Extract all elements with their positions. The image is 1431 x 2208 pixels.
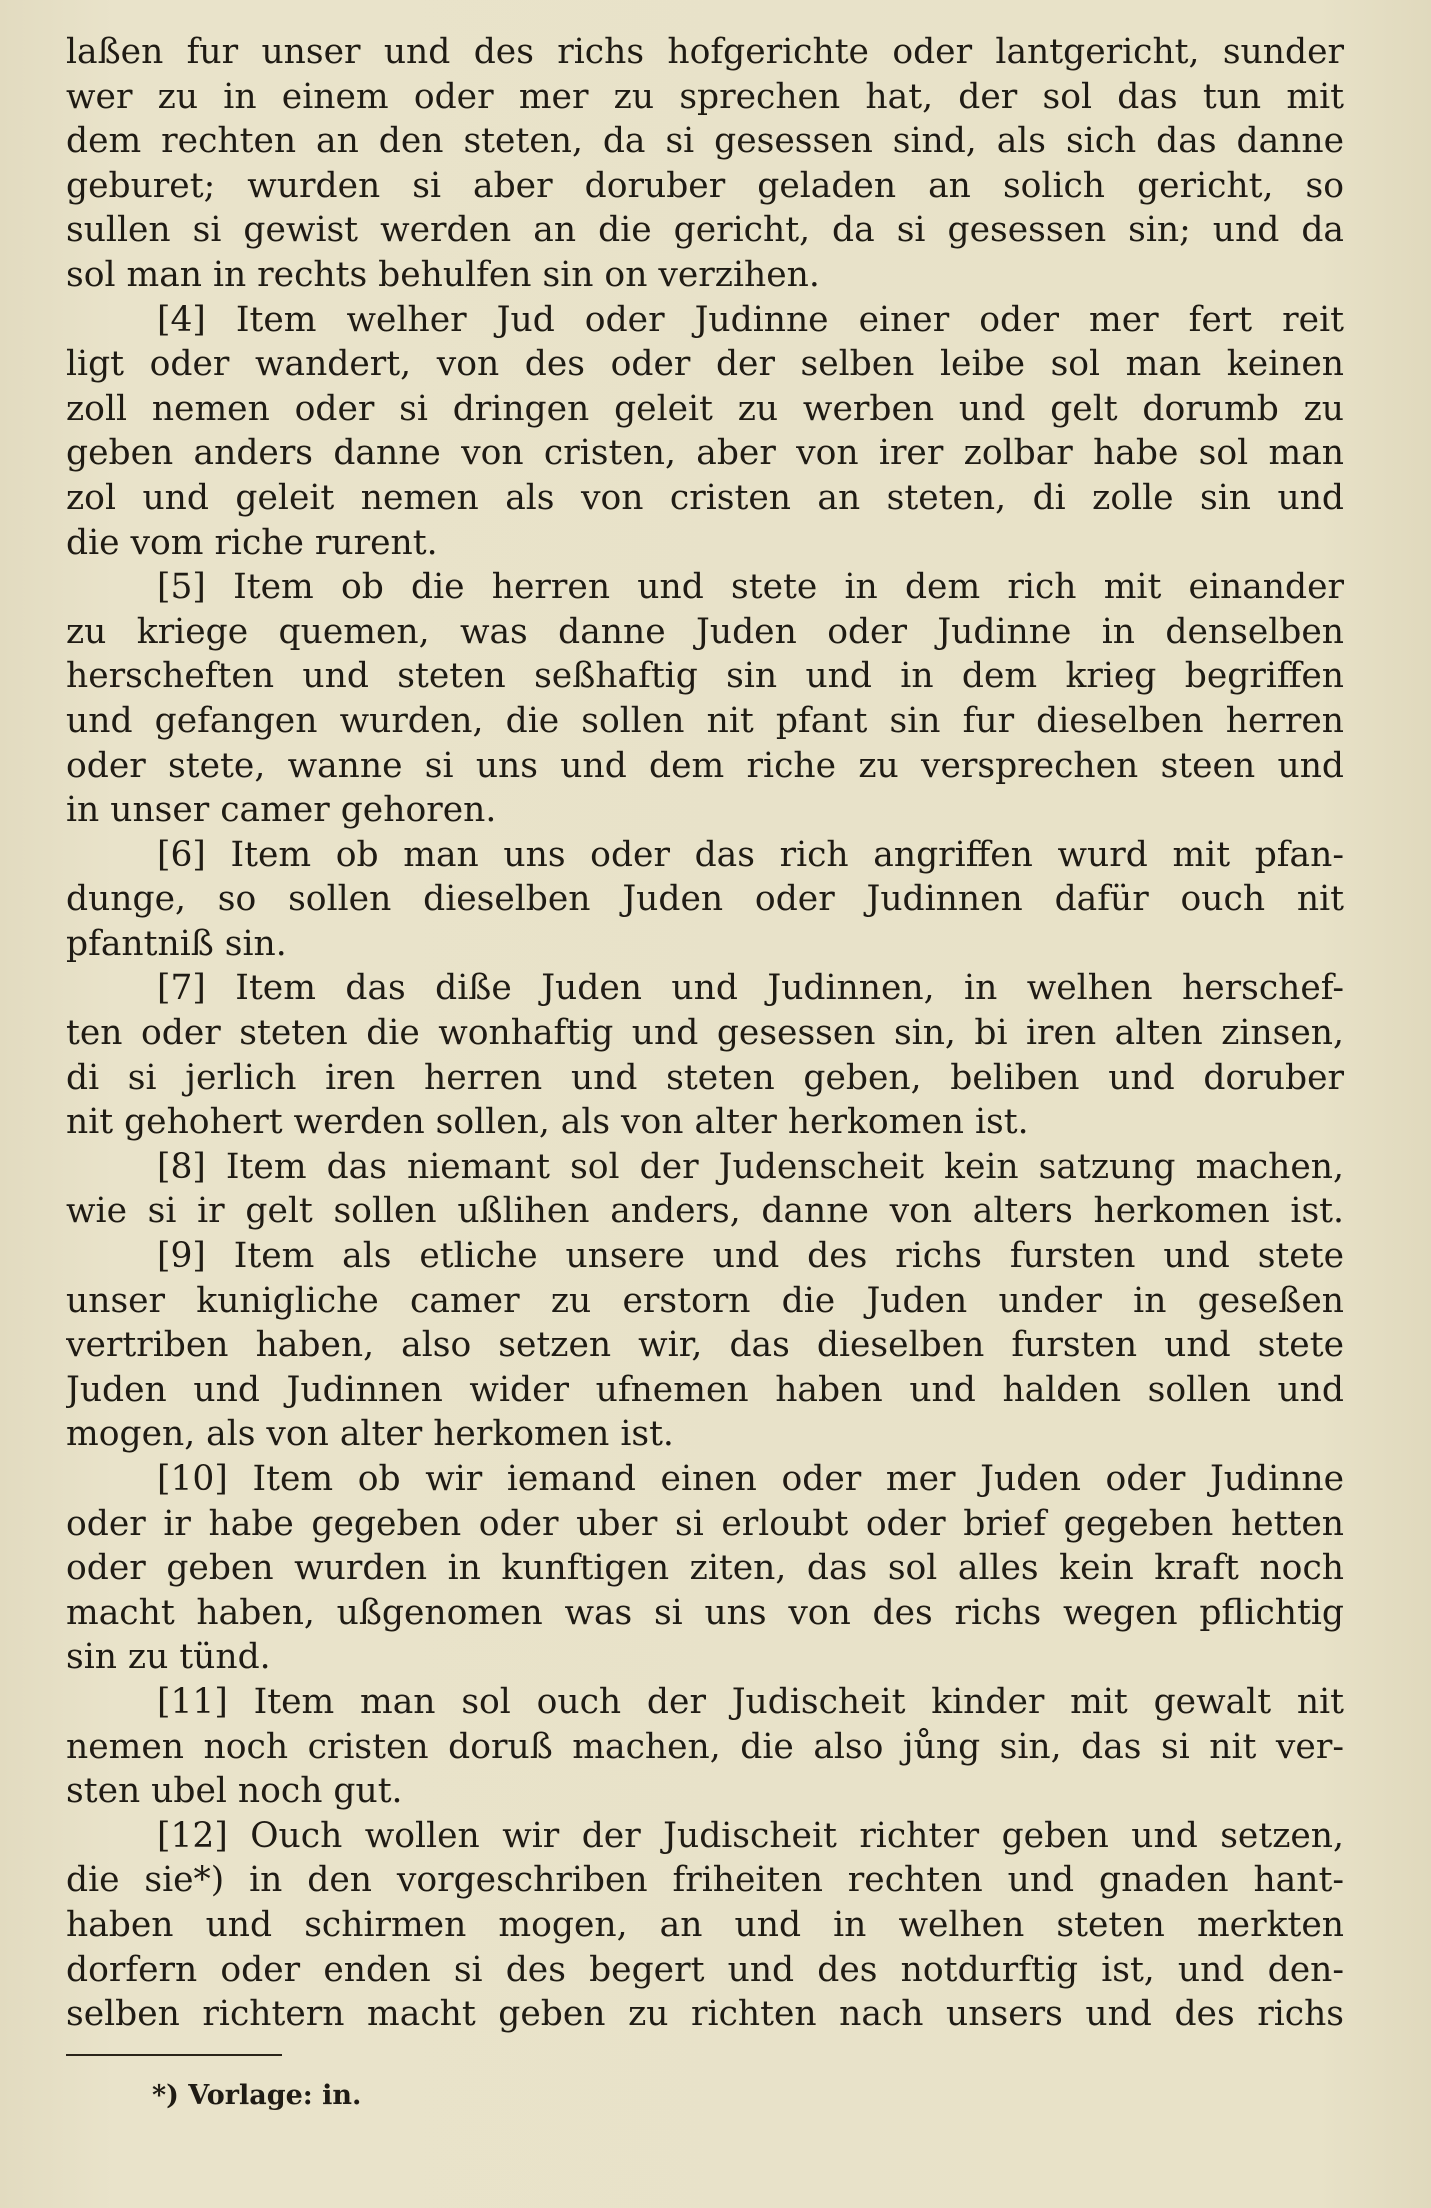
text-line: laßen fur unser und des richs hofgerichte oder lantgericht, sunder (66, 32, 1344, 72)
text-line: die vom riche rurent. (66, 522, 438, 563)
text-line: wie si ir gelt sollen ußlihen anders, danne von alters herkomen ist. (66, 1191, 1344, 1232)
text-line: wer zu in einem oder mer zu sprechen hat, der sol das tun mit (66, 76, 1344, 117)
text-line: haben und schirmen mogen, an und in welhen steten merkten (66, 1904, 1344, 1945)
text-line: und gefangen wurden, die sollen nit pfant sin fur dieselben herren (66, 700, 1344, 741)
paragraph-12-first-line: [12] Ouch wollen wir der Judischeit richter geben und setzen, (157, 1815, 1344, 1856)
paragraph-9-first-line: [9] Item als etliche unsere und des richs fursten und stete (157, 1236, 1344, 1277)
text-line: sin zu tünd. (66, 1637, 271, 1678)
body-text (66, 30, 1344, 2037)
text-line: Juden und Judinnen wider ufnemen haben und halden sollen und (66, 1369, 1344, 1410)
text-line: zu kriege quemen, was danne Juden oder Judinne in denselben (66, 611, 1344, 652)
text-line: macht haben, ußgenomen was si uns von des richs wegen pflichtig (66, 1592, 1344, 1633)
text-line: geburet; wurden si aber doruber geladen an solich gericht, so (66, 165, 1344, 206)
text-line: zoll nemen oder si dringen geleit zu werben und gelt dorumb zu (66, 388, 1344, 429)
text-line: nemen noch cristen doruß machen, die also jůng sin, das si nit ver- (66, 1726, 1344, 1767)
text-line: geben anders danne von cristen, aber von irer zolbar habe sol man (66, 433, 1344, 474)
text-line: di si jerlich iren herren und steten geben, beliben und doruber (66, 1057, 1344, 1098)
text-line: oder stete, wanne si uns und dem riche zu versprechen steen und (66, 745, 1344, 786)
text-line: dem rechten an den steten, da si gesessen sind, als sich das danne (66, 121, 1344, 162)
text-line: pfantniß sin. (66, 923, 287, 964)
text-line: sten ubel noch gut. (66, 1771, 403, 1812)
text-line: die sie*) in den vorgeschriben friheiten rechten und gnaden hant- (66, 1860, 1344, 1901)
paragraph-10-first-line: [10] Item ob wir iemand einen oder mer Juden oder Judinne (157, 1459, 1344, 1499)
paragraph-4-first-line: [4] Item welher Jud oder Judinne einer oder mer fert reit (157, 299, 1344, 340)
text-line: vertriben haben, also setzen wir, das dieselben fursten und stete (66, 1325, 1344, 1366)
text-line: ten oder steten die wonhaftig und gesessen sin, bi iren alten zinsen, (66, 1013, 1344, 1054)
text-line: in unser camer gehoren. (66, 790, 497, 831)
text-line: dunge, so sollen dieselben Juden oder Judinnen dafür ouch nit (66, 879, 1344, 920)
text-line: mogen, als von alter herkomen ist. (66, 1414, 674, 1455)
footnote: *) Vorlage: in. (152, 2080, 362, 2111)
text-line: herscheften und steten seßhaftig sin und in dem krieg begriffen (66, 656, 1344, 697)
paragraph-7-first-line: [7] Item das diße Juden und Judinnen, in welhen herschef- (157, 968, 1344, 1009)
paragraph-5-first-line: [5] Item ob die herren und stete in dem rich mit einander (157, 567, 1344, 608)
text-line: nit gehohert werden sollen, als von alter herkomen ist. (66, 1102, 1029, 1143)
text-line: ligt oder wandert, von des oder der selben leibe sol man keinen (66, 344, 1344, 385)
footnote-divider (66, 2054, 282, 2056)
text-line: zol und geleit nemen als von cristen an steten, di zolle sin und (66, 477, 1344, 518)
text-line: sol man in rechts behulfen sin on verzihen. (66, 254, 820, 295)
text-line: unser kunigliche camer zu erstorn die Juden under in geseßen (66, 1280, 1344, 1321)
paragraph-11-first-line: [11] Item man sol ouch der Judischeit kinder mit gewalt nit (157, 1681, 1344, 1722)
paragraph-8-first-line: [8] Item das niemant sol der Judenscheit kein satzung machen, (157, 1146, 1344, 1187)
text-line: sullen si gewist werden an die gericht, da si gesessen sin; und da (66, 210, 1344, 251)
text-line: selben richtern macht geben zu richten nach unsers und des richs (66, 1994, 1344, 2035)
text-line: dorfern oder enden si des begert und des notdurftig ist, und den- (66, 1949, 1344, 1990)
text-line: oder ir habe gegeben oder uber si erloubt oder brief gegeben hetten (66, 1503, 1344, 1544)
text-line: oder geben wurden in kunftigen ziten, das sol alles kein kraft noch (66, 1548, 1344, 1589)
paragraph-6-first-line: [6] Item ob man uns oder das rich angriffen wurd mit pfan- (157, 834, 1344, 875)
